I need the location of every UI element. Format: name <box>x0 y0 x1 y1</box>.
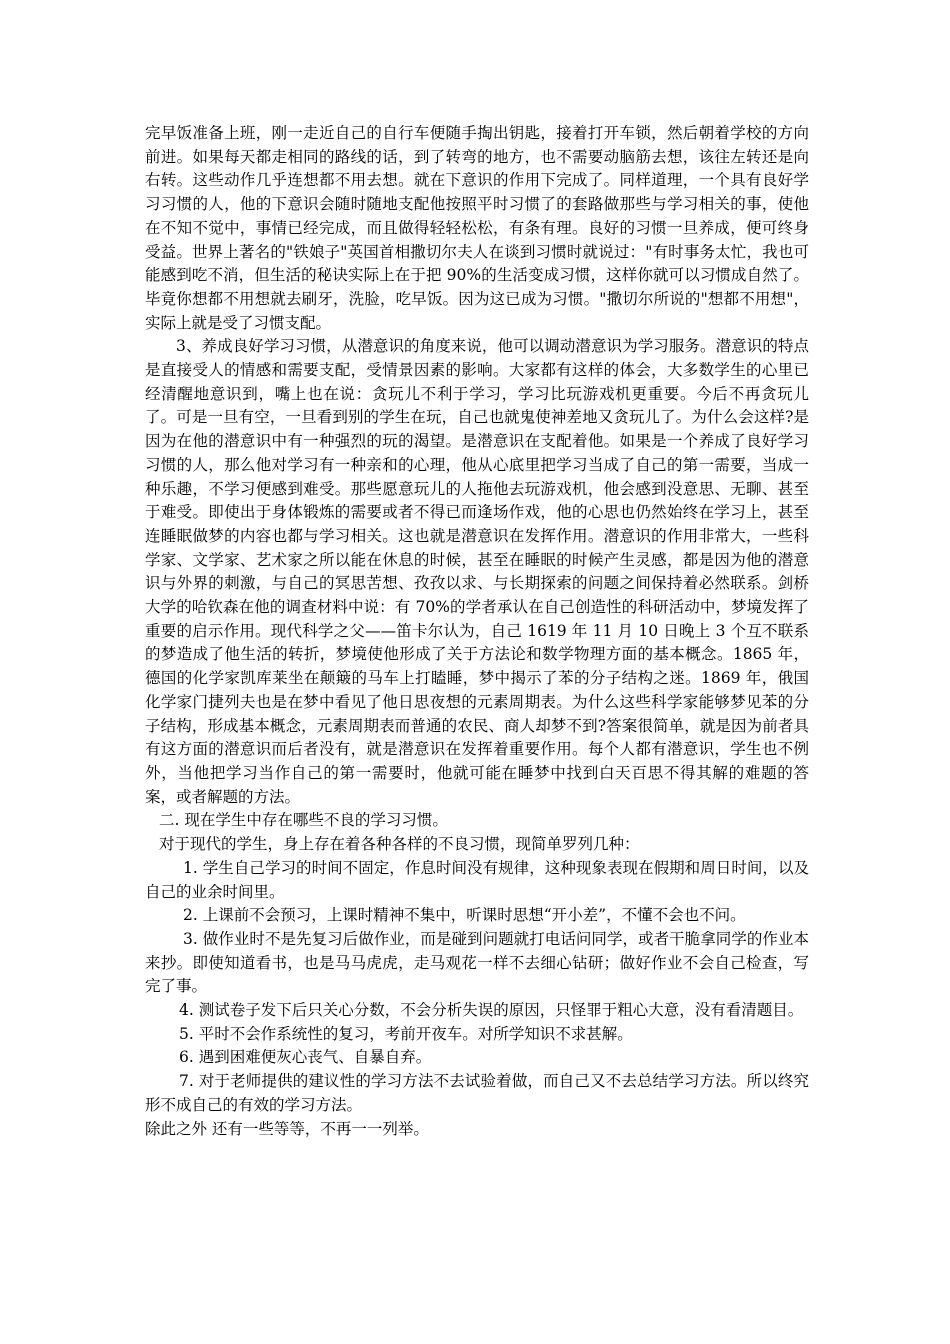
list-item-5: 5. 平时不会作系统性的复习，考前开夜车。对所学知识不求甚解。 <box>179 1024 633 1043</box>
list-item-7: 7. 对于老师提供的建议性的学习方法不去试验着做，而自己又不去总结学习方法。所以终究形不成自己的有效的学习方法。 <box>145 1072 809 1114</box>
paragraph-closing: 除此之外 还有一些等等，不再一一列举。 <box>145 1119 429 1138</box>
list-item-1: 1. 学生自己学习的时间不固定，作息时间没有规律，这种现象表现在假期和周日时间，以及自己的业余时间里。 <box>145 858 809 901</box>
list-item-3: 3. 做作业时不是先复习后做作业，而是碰到问题就打电话问同学，或者干脆拿同学的作业本来抄。即使知道看书，也是马马虎虎，走马观花一样不去细心钻研；做好作业不会自己检查，写完了事。 <box>145 929 809 996</box>
list-item-2: 2. 上课前不会预习，上课时精神不集中，听课时思想“开小差”，不懂不会也不问。 <box>183 906 746 925</box>
list-item-6: 6. 遇到困难便灰心丧气、自暴自弃。 <box>179 1048 432 1067</box>
list-item-4: 4. 测试卷子发下后只关心分数，不会分析失误的原因，只怪罪于粗心大意，没有看清题目。 <box>179 1001 804 1020</box>
paragraph-subconscious: 3、养成良好学习习惯，从潜意识的角度来说，他可以调动潜意识为学习服务。潜意识的特点是直接受人的情感和需要支配，受情景因素的影响。大家都有这样的体会，大多数学生的心里已经清醒地意识到，嘴上也在说：贪玩儿不利于学习，学习比玩游戏机更重要。今后不再贪玩儿了。可是一旦有空，一旦看到别的学生在玩，自己也就鬼使神差地又贪玩儿了。为什么会这样?是因为在他的潜意识中有一种强烈的玩的渴望。是潜意识在支配着他。如果是一个养成了良好学习习惯的人，那么他对学习有一种亲和的心理，他从心底里把学习当成了自己的第一需要，当成一种乐趣，不学习便感到难受。那些愿意玩儿的人拖他去玩游戏机，他会感到没意思、无聊、甚至于难受。即使出于身体锻炼的需要或者不得已而逢场作戏，他的心思也仍然始终在学习上，甚至连睡眠做梦的内容也都与学习相关。这也就是潜意识在发挥作用。潜意识的作用非常大，一些科学家、文学家、艺术家之所以能在休息的时候，甚至在睡眠的时候产生灵感，都是因为他的潜意识与外界的刺激，与自己的冥思苦想、孜孜以求、与长期探索的问题之间保持着必然联系。剑桥大学的哈钦森在他的调查材料中说：有 70%的学者承认在自己创造性的科研活动中，梦境发挥了重要的启示作用。现代科学之父——笛卡尔认为，自己 1619 年 11 月 10 日晚上 3 个互不联系的梦造成了他生活的转折，梦境使他形成了关于方法论和数学物理方面的基本概念。1865 年，德国的化学家凯库莱坐在颠簸的马车上打瞌睡，梦中揭示了苯的分子结构之迷。1869 年，俄国化学家门捷列夫也是在梦中看见了他日思夜想的元素周期表。为什么这些科学家能够梦见苯的分子结构，形成基本概念，元素周期表而普通的农民、商人却梦不到?答案很简单，就是因为前者具有这方面的潜意识而后者没有，就是潜意识在发挥着重要作用。每个人都有潜意识，学生也不例外，当他把学习当作自己的第一需要时，他就可能在睡梦中找到白天百思不得其解的难题的答案，或者解题的方法。 <box>145 337 809 806</box>
document-page <box>145 122 809 1141</box>
paragraph-bad-habits-intro: 对于现代的学生，身上存在着各种各样的不良习惯，现简单罗列几种： <box>159 835 640 854</box>
section-heading-bad-habits: 二. 现在学生中存在哪些不良的学习习惯。 <box>159 811 448 830</box>
paragraph-habit-intro: 完早饭准备上班，刚一走近自己的自行车便随手掏出钥匙，接着打开车锁，然后朝着学校的方向前进。如果每天都走相同的路线的话，到了转弯的地方，也不需要动脑筋去想，该往左转还是向右转。这些动作几乎连想都不用去想。就在下意识的作用下完成了。同样道理，一个具有良好学习习惯的人，他的下意识会随时随地支配他按照平时习惯了的套路做那些与学习相关的事，使他在不知不觉中，事情已经完成，而且做得轻轻松松，有条有理。良好的习惯一旦养成，便可终身受益。世界上著名的"铁娘子"英国首相撒切尔夫人在谈到习惯时就说过："有时事务太忙，我也可能感到吃不消，但生活的秘诀实际上在于把 90%的生活变成习惯，这样你就可以习惯成自然了。毕竟你想都不用想就去刷牙，洗脸，吃早饭。因为这已成为习惯。"撒切尔所说的"想都不用想"，实际上就是受了习惯支配。 <box>145 124 809 332</box>
